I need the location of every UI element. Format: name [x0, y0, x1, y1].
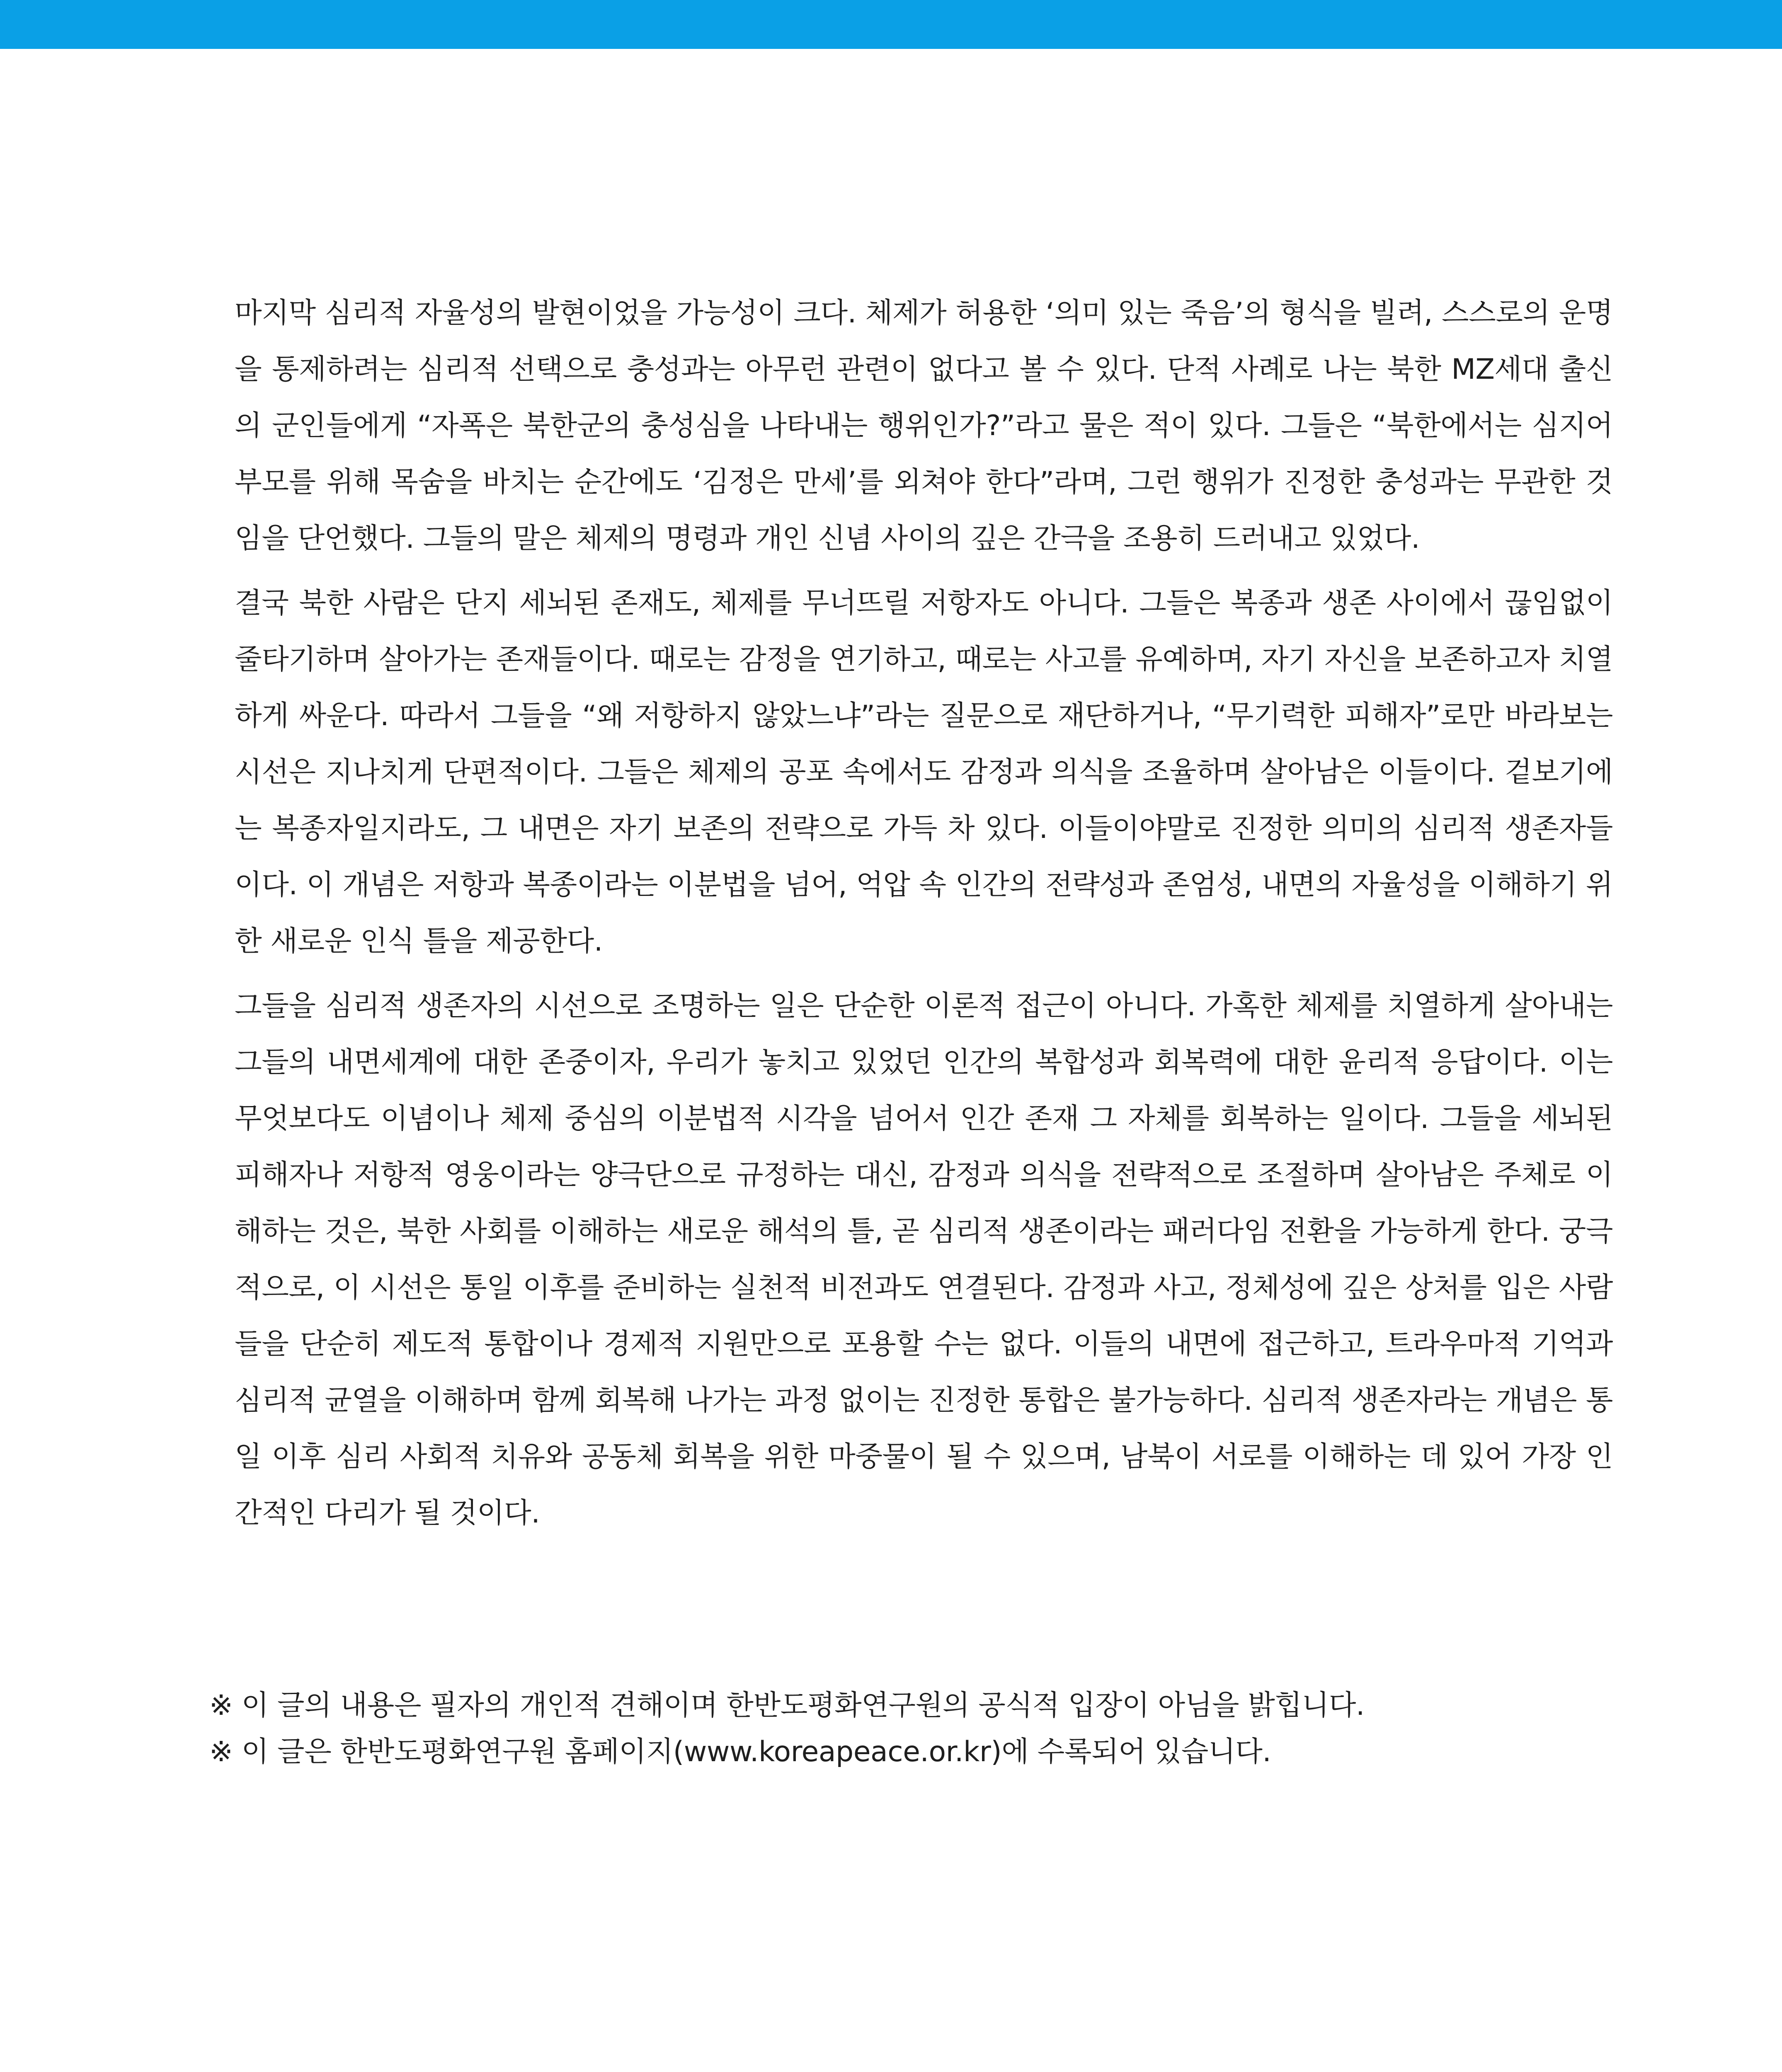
paragraph: 마지막 심리적 자율성의 발현이었을 가능성이 크다. 체제가 허용한 ‘의미 있는 죽음’의 형식을 빌려, 스스로의 운명을 통제하려는 심리적 선택으로 충성과는 아무런 관련이 없다고 볼 수 있다. 단적 사례로 나는 북한 MZ세대 출신의 군인들에게 “자폭은 북한군의 충성심을 나타내는 행위인가?”라고 물은 적이 있다. 그들은 “북한에서는 심지어 부모를 위해 목숨을 바치는 순간에도 ‘김정은 만세’를 외쳐야 한다”라며, 그런 행위가 진정한 충성과는 무관한 것임을 단언했다. 그들의 말은 체제의 명령과 개인 신념 사이의 깊은 간극을 조용히 드러내고 있었다.: [235, 297, 1613, 555]
paragraph: 그들을 심리적 생존자의 시선으로 조명하는 일은 단순한 이론적 접근이 아니다. 가혹한 체제를 치열하게 살아내는 그들의 내면세계에 대한 존중이자, 우리가 놓치고 있었던 인간의 복합성과 회복력에 대한 윤리적 응답이다. 이는 무엇보다도 이념이나 체제 중심의 이분법적 시각을 넘어서 인간 존재 그 자체를 회복하는 일이다. 그들을 세뇌된 피해자나 저항적 영웅이라는 양극단으로 규정하는 대신, 감정과 의식을 전략적으로 조절하며 살아남은 주체로 이해하는 것은, 북한 사회를 이해하는 새로운 해석의 틀, 곧 심리적 생존이라는 패러다임 전환을 가능하게 한다. 궁극적으로, 이 시선은 통일 이후를 준비하는 실천적 비전과도 연결된다. 감정과 사고, 정체성에 깊은 상처를 입은 사람들을 단순히 제도적 통합이나 경제적 지원만으로 포용할 수는 없다. 이들의 내면에 접근하고, 트라우마적 기억과 심리적 균열을 이해하며 함께 회복해 나가는 과정 없이는 진정한 통합은 불가능하다. 심리적 생존자라는 개념은 통일 이후 심리 사회적 치유와 공동체 회복을 위한 마중물이 될 수 있으며, 남북이 서로를 이해하는 데 있어 가장 인간적인 다리가 될 것이다.: [235, 990, 1613, 1530]
note-line: ※ 이 글은 한반도평화연구원 홈페이지(www.koreapeace.or.kr)에 수록되어 있습니다.: [209, 1736, 1271, 1768]
article-body: [235, 285, 1613, 1550]
paragraph: 결국 북한 사람은 단지 세뇌된 존재도, 체제를 무너뜨릴 저항자도 아니다. 그들은 복종과 생존 사이에서 끊임없이 줄타기하며 살아가는 존재들이다. 때로는 감정을 연기하고, 때로는 사고를 유예하며, 자기 자신을 보존하고자 치열하게 싸운다. 따라서 그들을 “왜 저항하지 않았느냐”라는 질문으로 재단하거나, “무기력한 피해자”로만 바라보는 시선은 지나치게 단편적이다. 그들은 체제의 공포 속에서도 감정과 의식을 조율하며 살아남은 이들이다. 겉보기에는 복종자일지라도, 그 내면은 자기 보존의 전략으로 가득 차 있다. 이들이야말로 진정한 의미의 심리적 생존자들이다. 이 개념은 저항과 복종이라는 이분법을 넘어, 억압 속 인간의 전략성과 존엄성, 내면의 자율성을 이해하기 위한 새로운 인식 틀을 제공한다.: [235, 587, 1613, 958]
disclaimer-notes: [209, 1682, 1619, 1775]
note-line: ※ 이 글의 내용은 필자의 개인적 견해이며 한반도평화연구원의 공식적 입장이 아님을 밝힙니다.: [209, 1689, 1365, 1722]
top-accent-bar: [0, 0, 1782, 49]
